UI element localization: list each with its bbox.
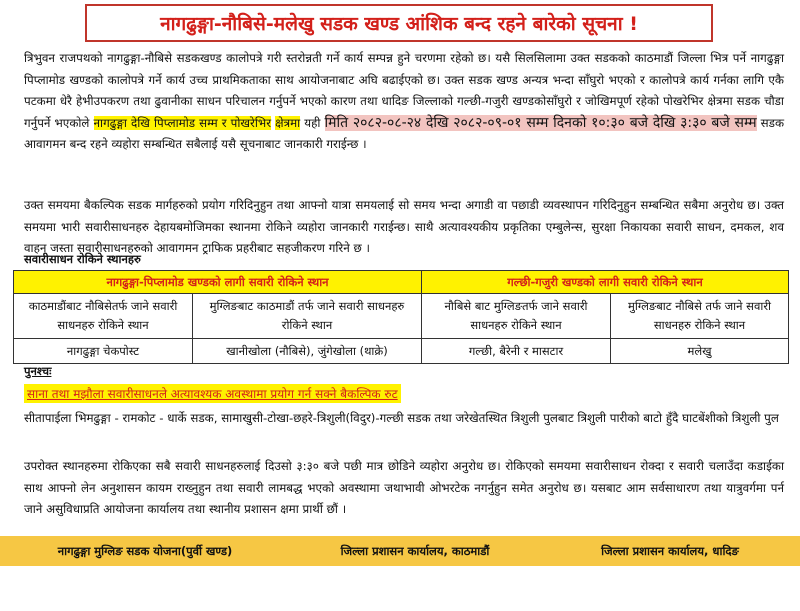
- footer-office: जिल्ला प्रशासन कार्यालय, काठमाडौं: [340, 543, 490, 558]
- notice-paragraph-alternatives: उक्त समयमा बैकल्पिक सडक मार्गहरुको प्रयोग गरिदिनुहुन तथा आफ्नो यात्रा समयलाई सो समय भन्दा अगाडी वा पछाडी व्यवस्थापन गरिदिनुहुन सम्बन्धित सबैमा अनुरोध छ। उक्त समयमा भारी सवारीसाधनहरु देहायबमोजिमका स्थानमा रोकिने व्यहोरा जानकारी गराईन्छ। साथै अत्यावश्यकीय प्रकृतिका एम्बुलेन्स, सुरक्षा निकायका सवारी साधन, दमकल, शव वाहन जस्ता सवारीसाधनहरुको आवागमन ट्राफिक प्रहरीबाट सहजीकरण गरिने छ ।: [24, 198, 784, 255]
- notice-paragraph-main: [24, 48, 784, 156]
- table-title: सवारीसाधन रोकिने स्थानहरु: [24, 252, 141, 266]
- table-sub-header: नौबिसे बाट मुग्लिङतर्फ जाने सवारी साधनहरु रोकिने स्थान: [422, 294, 611, 339]
- table-cell: खानीखोला (नौबिसे), जुंगेखोला (थाक्रे): [193, 339, 422, 364]
- footer-office: जिल्ला प्रशासन कार्यालय, धादिङ: [601, 543, 739, 558]
- table-sub-header: मुग्लिङबाट काठमाडौं तर्फ जाने सवारी साधनहरु रोकिने स्थान: [193, 294, 422, 339]
- paragraph-text: सडक आवागमन बन्द रहने व्यहोरा सम्बन्धित सबैलाई यसै सूचनाबाट जानकारी गराईन्छ ।: [24, 115, 785, 151]
- highlight-location-cont: क्षेत्रमा: [275, 115, 301, 130]
- table-cell: गल्छी, बैरेनी र मासटार: [422, 339, 611, 364]
- table-cell: मलेखु: [611, 339, 789, 364]
- table-group-header: गल्छी-गजुरी खण्डको लागी सवारी रोकिने स्थान: [422, 271, 789, 294]
- notice-paragraph-closing: उपरोक्त स्थानहरुमा रोकिएका सबै सवारी साधनहरुलाई दिउसो ३:३० बजे पछी मात्र छोडिने व्यहोरा अनुरोध छ। रोकिएको समयमा सवारीसाधन रोक्दा र सवारी चलाउँदा कडाईका साथ आफ्नो लेन अनुशासन कायम राख्नुहुन तथा सवारी लामबद्ध भएको अवस्थामा जथाभावी ओभरटेक नगर्नुहुन समेत अनुरोध छ। यसबाट आम सर्वसाधारण तथा यात्रुवर्गमा पर्न जाने असुविधाप्रति आयोजना कार्यालय तथा स्थानीय प्रशासन क्षमा प्रार्थी छौं ।: [24, 459, 784, 516]
- table-cell: नागढुङ्गा चेकपोस्ट: [14, 339, 193, 364]
- table-sub-header: काठमाडौंबाट नौबिसेतर्फ जाने सवारी साधनहरु रोकिने स्थान: [14, 294, 193, 339]
- highlight-location: नागढुङ्गा देखि पिप्लामोड सम्म र पोखरेभिर: [93, 115, 272, 130]
- table-group-header: नागढुङ्गा-पिप्लामोड खण्डको लागी सवारी रोकिने स्थान: [14, 271, 422, 294]
- table-sub-header: मुग्लिङबाट नौबिसे तर्फ जाने सवारी साधनहरु रोकिने स्थान: [611, 294, 789, 339]
- footer-signatories: [0, 536, 800, 566]
- alternate-route-title: साना तथा मझौला सवारीसाधनले अत्यावश्यक अवस्थामा प्रयोग गर्न सक्ने बैकल्पिक रुट: [24, 384, 401, 403]
- alternate-route-text: सीतापाईला भिमढुङ्गा - रामकोट - धार्के सडक, सामाखुसी-टोखा-छहरे-त्रिशुली(विदुर)-गल्छी सडक तथा जरेखेतस्थित त्रिशुली पुलबाट त्रिशुली पारीको बाटो हुँदै घाटबेंशीको त्रिशुली पुल: [24, 411, 779, 425]
- notice-title: नागढुङ्गा-नौबिसे-मलेखु सडक खण्ड आंशिक बन्द रहने बारेको सूचना !: [85, 4, 713, 42]
- paragraph-text: त्रिभुवन राजपथको नागढुङ्गा-नौबिसे सडकखण्ड कालोपत्रे गरी स्तरोन्नती गर्ने कार्य सम्पन्न हुने चरणमा रहेको छ। यसै सिलसिलामा उक्त सडकको काठमाडौं जिल्ला भित्र पर्ने नागढुङ्गा पिप्लामोड खण्डको कालोपत्रे गर्ने कार्य उच्च प्राथमिकताका साथ आयोजनाबाट अघि बढाईएको छ। उक्त सडक खण्ड अन्यत्र भन्दा साँघुरो भएको र कालोपत्रे कार्य गर्नका लागि एकै पटकमा धेरै हेभीउपकरण तथा ढुवानीका साधन परिचालन गर्नुपर्ने भएको कारण तथा धादिङ जिल्लाको गल्छी-गजुरी खण्डकोसाँघुरो र जोखिमपूर्ण रहेको पोखरेभिर क्षेत्रमा सडक चौडा गर्नुपर्ने भएकोले: [24, 51, 784, 130]
- highlight-date-time: मिति २०८२-०८-२४ देखि २०८२-०९-०१ सम्म दिनको १०:३० बजे देखि ३:३० बजे सम्म: [324, 114, 757, 131]
- stop-locations-table: [13, 270, 789, 364]
- footer-office: नागढुङ्गा मुग्लिङ सडक योजना(पुर्वी खण्ड): [57, 543, 233, 558]
- paragraph-text: यही: [304, 115, 321, 130]
- postscript-label: पुनश्चः: [24, 364, 52, 378]
